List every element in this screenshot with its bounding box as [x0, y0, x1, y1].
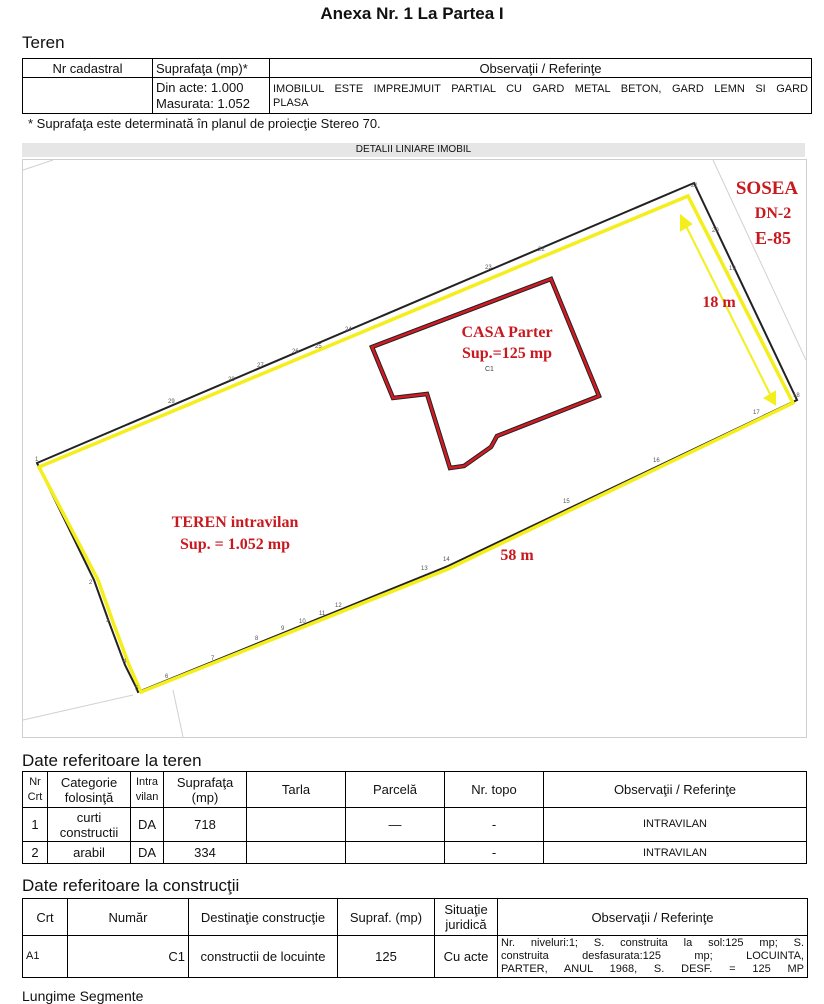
col-nr-cadastral: Nr cadastral	[23, 59, 153, 78]
cell-obs-line1: IMOBILUL ESTE IMPREJMUIT PARTIAL CU GARD METAL BETON, GARD LEMN SI GARD	[273, 82, 808, 95]
col-numar: Număr	[68, 899, 189, 936]
cell-nr-cadastral	[23, 78, 153, 114]
cell-tarla	[247, 842, 346, 864]
point-label: 13	[421, 566, 428, 572]
point-label: 25	[315, 344, 322, 350]
point-label: 19	[729, 266, 736, 272]
point-label: 16	[653, 458, 660, 464]
cell-obs-line3: PARTER, ANUL 1968, S. DESF. = 125 MP	[501, 963, 804, 975]
plot-drawing	[23, 160, 806, 737]
point-label: 8	[255, 636, 259, 642]
point-label: 1	[35, 457, 39, 463]
col-suprafata: Suprafaţa (mp)	[164, 772, 247, 808]
cell-situatie: Cu acte	[435, 936, 498, 978]
col-observatii: Observaţii / Referinţe	[498, 899, 808, 936]
cell-parcela	[346, 842, 445, 864]
cell-din-acte: Din acte: 1.000	[156, 79, 244, 95]
house-code-label: C1	[485, 366, 494, 373]
point-label: 17	[753, 410, 760, 416]
land-label-title: TEREN intravilan	[171, 514, 299, 531]
point-label: 2	[89, 580, 93, 586]
cell-obs-line2: PLASA	[273, 96, 309, 109]
cell-parcela: —	[346, 808, 445, 842]
col-parcela: Parcelă	[346, 772, 445, 808]
col-destinatie: Destinaţie construcţie	[189, 899, 338, 936]
point-label: 3	[106, 618, 110, 624]
col-nr-crt: Nr Crt	[23, 772, 48, 808]
neighbor-line	[23, 695, 133, 720]
plot-drawing-frame	[22, 159, 807, 738]
cell-intravilan: DA	[131, 808, 164, 842]
col-suprafata: Suprafaţa (mp)*	[153, 59, 270, 78]
point-label: 5	[135, 686, 139, 692]
cell-suprafata: 718	[164, 808, 247, 842]
section-heading-date-teren: Date referitoare la teren	[22, 751, 202, 770]
cell-numar: C1	[68, 936, 189, 978]
cell-nr: 2	[23, 842, 48, 864]
point-label: 26	[292, 349, 299, 355]
house-footprint-dark	[372, 279, 599, 468]
point-label: 9	[281, 626, 285, 632]
cell-destinatie: constructii de locuinte	[189, 936, 338, 978]
neighbor-line	[23, 160, 53, 170]
table-row	[23, 808, 807, 842]
point-label: 12	[335, 603, 342, 609]
point-label: 18	[793, 393, 800, 399]
cell-nr-topo: -	[445, 808, 544, 842]
section-heading-teren: Teren	[22, 33, 65, 52]
projection-note: * Suprafaţa este determinată în planul de proiecţie Stereo 70.	[28, 116, 381, 131]
point-label: 20	[712, 228, 719, 234]
point-label: 15	[563, 499, 570, 505]
cell-masurata: Masurata: 1.052	[156, 95, 250, 111]
teren-table	[22, 58, 812, 114]
col-nr-topo: Nr. topo	[445, 772, 544, 808]
house-label-title: CASA Parter	[461, 324, 553, 341]
drawing-title-bar: DETALII LINIARE IMOBIL	[22, 143, 805, 157]
cell-tarla	[247, 808, 346, 842]
point-label: 29	[168, 399, 175, 405]
section-heading-date-constructii: Date referitoare la construcţii	[22, 876, 240, 895]
cell-observatii: INTRAVILAN	[544, 808, 807, 842]
cell-crt: A1	[23, 936, 68, 978]
section-heading-lungime-segmente: Lungime Segmente	[22, 988, 144, 1004]
page-title: Anexa Nr. 1 La Partea I	[320, 4, 504, 23]
parcel-boundary-yellow	[39, 196, 793, 692]
col-situatie: Situaţie juridică	[435, 899, 498, 936]
cell-nr-topo: -	[445, 842, 544, 864]
point-label: 21	[691, 183, 698, 189]
road-label-sosea: SOSEA	[735, 178, 799, 199]
point-label: 6	[165, 674, 169, 680]
dimension-width-label: 18 m	[702, 294, 736, 311]
point-label: 22	[538, 247, 545, 253]
col-observatii: Observaţii / Referinţe	[544, 772, 807, 808]
col-categorie: Categorie folosinţă	[48, 772, 131, 808]
road-label-dn2: DN-2	[754, 205, 792, 222]
date-teren-table	[22, 771, 807, 864]
cell-obs-line1: Nr. niveluri:1; S. construita la sol:125 mp; S.	[501, 937, 804, 949]
point-label: 7	[211, 656, 215, 662]
point-label: 24	[345, 327, 352, 333]
date-constructii-table	[22, 898, 808, 978]
house-label-area: Sup.=125 mp	[461, 345, 553, 362]
cell-intravilan: DA	[131, 842, 164, 864]
point-label: 28	[228, 377, 235, 383]
cell-obs-line2: construita desfasurata:125 mp; LOCUINTA,	[501, 950, 804, 962]
land-label-area: Sup. = 1.052 mp	[179, 536, 291, 553]
col-suprafata: Supraf. (mp)	[338, 899, 435, 936]
table-row	[23, 936, 808, 978]
cell-observatii: INTRAVILAN	[544, 842, 807, 864]
col-tarla: Tarla	[247, 772, 346, 808]
point-label: 23	[485, 265, 492, 271]
parcel-boundary-dark	[37, 183, 797, 692]
neighbor-line	[173, 690, 183, 737]
cell-nr: 1	[23, 808, 48, 842]
col-crt: Crt	[23, 899, 68, 936]
point-label: 14	[443, 557, 450, 563]
cell-categorie: curti constructii	[48, 808, 131, 842]
point-label: 11	[319, 611, 326, 617]
point-label: 10	[299, 619, 306, 625]
table-row	[23, 842, 807, 864]
col-intravilan: Intra vilan	[131, 772, 164, 808]
cell-categorie: arabil	[48, 842, 131, 864]
road-label-e85: E-85	[755, 228, 791, 248]
col-observatii: Observaţii / Referinţe	[270, 59, 812, 78]
cell-suprafata: 334	[164, 842, 247, 864]
cell-suprafata: 125	[338, 936, 435, 978]
dimension-length-label: 58 m	[500, 547, 534, 564]
point-label: 4	[123, 659, 127, 665]
point-label: 27	[257, 363, 264, 369]
